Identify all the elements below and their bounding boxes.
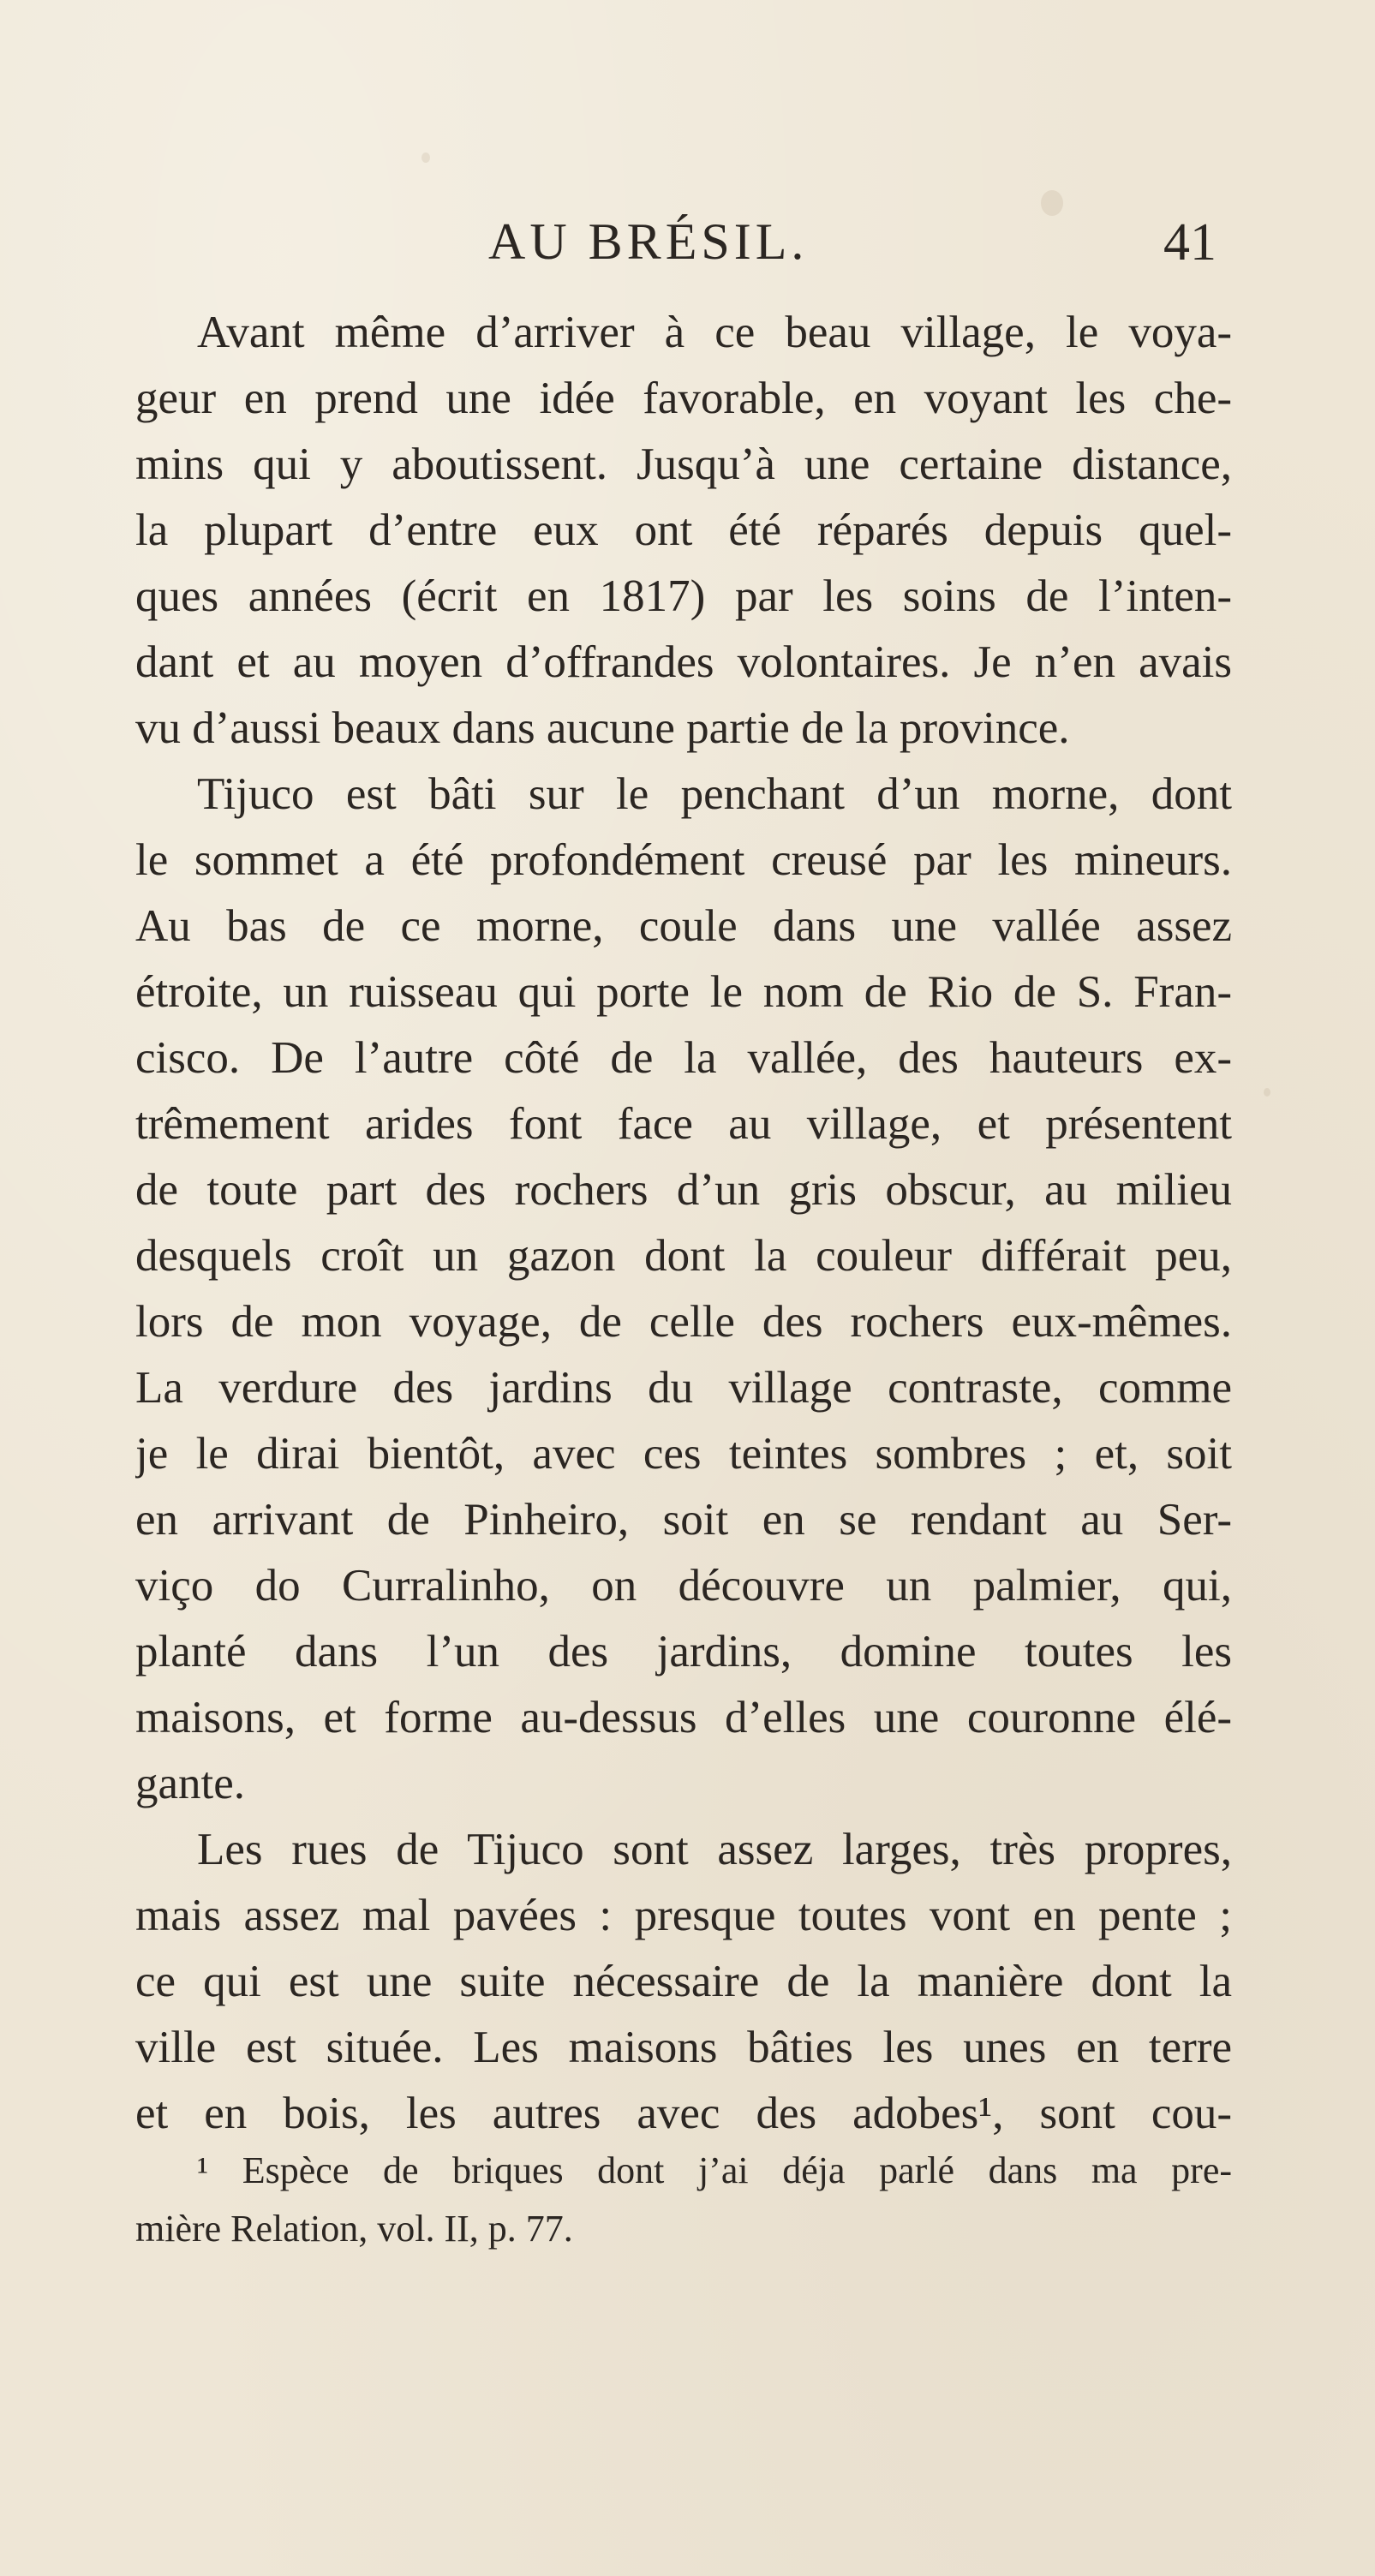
text-line: Au bas de ce morne, coule dans une vallée assez (135, 901, 1232, 951)
text-line: geur en prend une idée favorable, en voyant les che- (135, 374, 1232, 423)
text-line: mins qui y aboutissent. Jusqu’à une certaine distance, (135, 439, 1232, 489)
text-line: Tijuco est bâti sur le penchant d’un morne, dont (197, 769, 1232, 819)
text-line: et en bois, les autres avec des adobes¹, sont cou- (135, 2089, 1232, 2138)
text-line: je le dirai bientôt, avec ces teintes sombres ; et, soit (135, 1429, 1232, 1479)
text-line: de toute part des rochers d’un gris obscur, au milieu (135, 1165, 1232, 1215)
paper-stain (421, 152, 430, 163)
text-line: ce qui est une suite nécessaire de la manière dont la (135, 1957, 1232, 2006)
text-line: trêmement arides font face au village, et présentent (135, 1099, 1232, 1149)
text-line: dant et au moyen d’offrandes volontaires. Je n’en avais (135, 637, 1232, 687)
page-header (129, 212, 1242, 281)
text-line: lors de mon voyage, de celle des rochers eux-mêmes. (135, 1297, 1232, 1347)
footnote-line: ¹ Espèce de briques dont j’ai déja parlé dans ma pre- (197, 2149, 1232, 2191)
running-head: AU BRÉSIL. (488, 213, 809, 270)
text-line: le sommet a été profondément creusé par les mineurs. (135, 835, 1232, 885)
text-line: La verdure des jardins du village contraste, comme (135, 1363, 1232, 1413)
paper-stain (1264, 1088, 1270, 1097)
text-line: gante. (135, 1759, 246, 1808)
footnote-line: mière Relation, vol. II, p. 77. (135, 2208, 573, 2250)
text-line: ville est située. Les maisons bâties les unes en terre (135, 2023, 1232, 2072)
body-text (135, 300, 1232, 2147)
text-line: Les rues de Tijuco sont assez larges, très propres, (197, 1825, 1232, 1874)
text-line: planté dans l’un des jardins, domine toutes les (135, 1627, 1232, 1676)
page-number: 41 (1163, 213, 1217, 272)
footnotes (135, 2142, 1232, 2258)
text-line: viço do Curralinho, on découvre un palmier, qui, (135, 1561, 1232, 1611)
text-line: étroite, un ruisseau qui porte le nom de Rio de S. Fran- (135, 967, 1232, 1017)
text-line: ques années (écrit en 1817) par les soins de l’inten- (135, 571, 1232, 621)
text-line: maisons, et forme au-dessus d’elles une couronne élé- (135, 1693, 1232, 1742)
text-line: cisco. De l’autre côté de la vallée, des hauteurs ex- (135, 1033, 1232, 1083)
text-line: vu d’aussi beaux dans aucune partie de la province. (135, 703, 1070, 753)
text-line: en arrivant de Pinheiro, soit en se rendant au Ser- (135, 1495, 1232, 1545)
text-line: Avant même d’arriver à ce beau village, le voya- (197, 308, 1232, 357)
text-line: la plupart d’entre eux ont été réparés depuis quel- (135, 505, 1232, 555)
text-line: desquels croît un gazon dont la couleur différait peu, (135, 1231, 1232, 1281)
text-line: mais assez mal pavées : presque toutes vont en pente ; (135, 1891, 1232, 1940)
